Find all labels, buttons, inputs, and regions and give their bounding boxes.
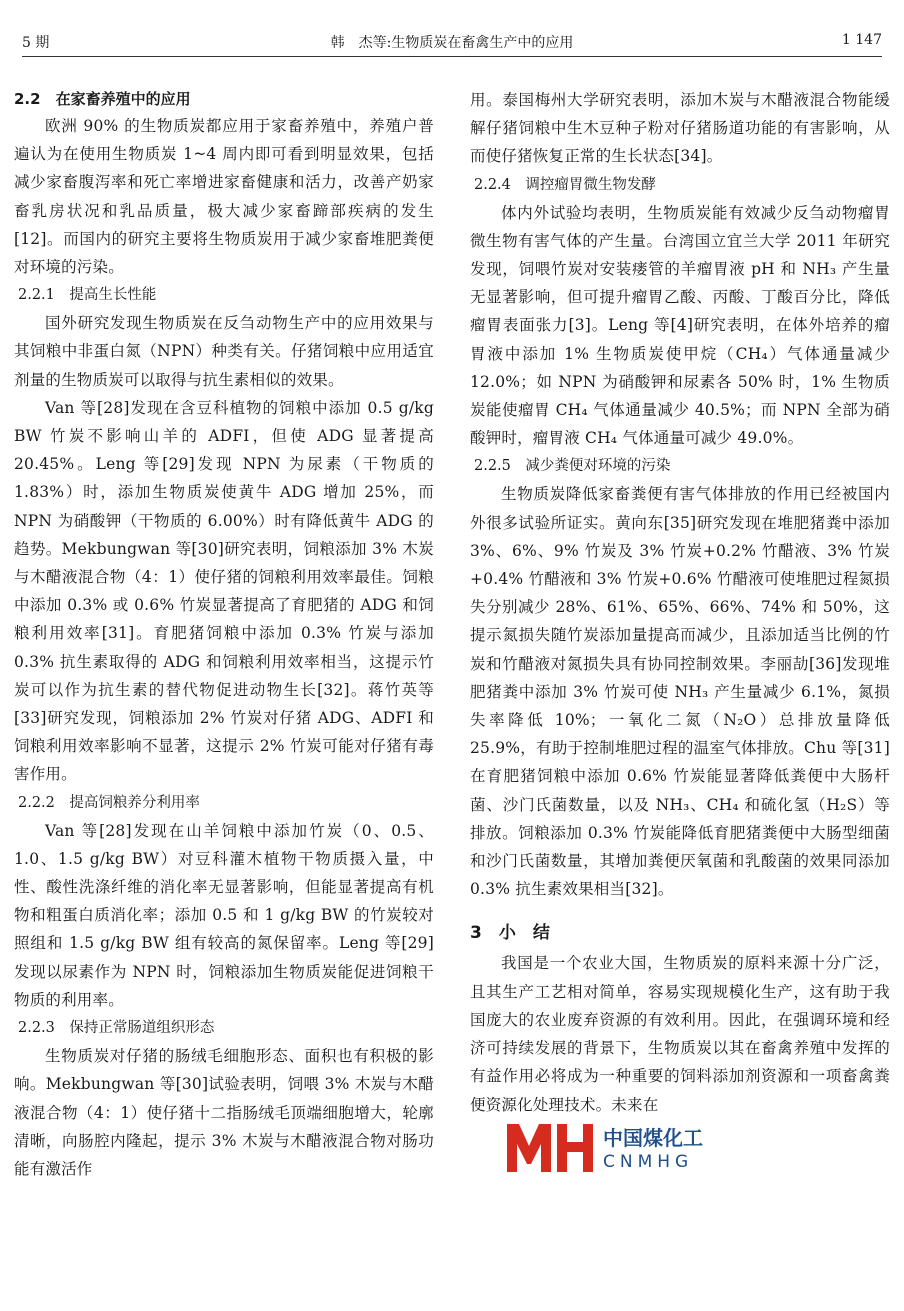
subsection-2-2-1-heading: 2.2.1 提高生长性能 [18, 287, 157, 304]
watermark-logo [503, 1116, 713, 1178]
subsection-2-2-3-heading: 2.2.3 保持正常肠道组织形态 [18, 1020, 215, 1037]
paragraph: 体内外试验均表明，生物质炭能有效减少反刍动物瘤胃微生物有害气体的产生量。台湾国立宜兰大学 2011 年研究发现，饲喂竹炭对安装瘘管的羊瘤胃液 pH 和 NH₃ 产生量无显著影响，但可提升瘤胃乙酸、丙酸、丁酸百分比，降低瘤胃表面张力[3]。Leng 等[4]研究表明，在体外培养的瘤胃液中添加 1% 生物质炭使甲烷（CH₄）气体通量减少 12.0%；如 NPN 为硝酸钾和尿素各 50% 时，1% 生物质炭能使瘤胃 CH₄ 气体通量减少 40.5%；而 NPN 全部为硝酸钾时，瘤胃液 CH₄ 气体通量可减少 49.0%。 [470, 203, 890, 448]
right-column [470, 86, 890, 1119]
watermark-en: CNMHG [603, 1152, 694, 1172]
section-2-2-heading: 2.2 在家畜养殖中的应用 [14, 90, 191, 108]
paragraph: Van 等[28]发现在山羊饲粮中添加竹炭（0、0.5、1.0、1.5 g/kg BW）对豆科灌木植物干物质摄入量，中性、酸性洗涤纤维的消化率无显著影响，但能显著提高有机物和粗蛋白质消化率；添加 0.5 和 1 g/kg BW 的竹炭较对照组和 1.5 g/kg BW 组有较高的氮保留率。Leng 等[29]发现以尿素作为 NPN 时，饲粮添加生物质炭能促进饲粮干物质的利用率。 [14, 821, 434, 1009]
subsection-2-2-5-heading: 2.2.5 减少粪便对环境的污染 [474, 458, 671, 475]
page-number: 1 147 [841, 32, 882, 48]
subsection-2-2-2-heading: 2.2.2 提高饲粮养分利用率 [18, 794, 200, 811]
running-title: 韩 杰等:生物质炭在畜禽生产中的应用 [330, 35, 574, 51]
paragraph: 生物质炭对仔猪的肠绒毛细胞形态、面积也有积极的影响。Mekbungwan 等[30]试验表明，饲喂 3% 木炭与木醋液混合物（4：1）使仔猪十二指肠绒毛顶端细胞增大，轮廓清晰，向肠腔内隆起，提示 3% 木炭与木醋液混合物对肠功能有激活作 [14, 1047, 434, 1178]
paragraph: 欧洲 90% 的生物质炭都应用于家畜养殖中，养殖户普遍认为在使用生物质炭 1~4 周内即可看到明显效果，包括减少家畜腹泻率和死亡率增进家畜健康和活力，改善产奶家畜乳房状况和乳品质量，极大减少家畜蹄部疾病的发生[12]。而国内的研究主要将生物质炭用于减少家畜堆肥粪便对环境的污染。 [14, 117, 434, 277]
section-3-heading: 3 小 结 [470, 923, 550, 944]
watermark-cn: 中国煤化工 [603, 1126, 703, 1150]
paragraph: Van 等[28]发现在含豆科植物的饲粮中添加 0.5 g/kg BW 竹炭不影响山羊的 ADFI，但使 ADG 显著提高 20.45%。Leng 等[29]发现 NPN 为尿素（干物质的 1.83%）时，添加生物质炭使黄牛 ADG 增加 25%，而 NPN 为硝酸钾（干物质的 6.00%）时有降低黄牛 ADG 的趋势。Mekbungwan 等[30]研究表明，饲粮添加 3% 木炭与木醋液混合物（4：1）使仔猪的饲粮利用效率最佳。饲粮中添加 0.3% 或 0.6% 竹炭显著提高了育肥猪的 ADG 和饲粮利用效率[31]。育肥猪饲粮中添加 0.3% 竹炭与添加 0.3% 抗生素取得的 ADG 和饲粮利用效率相当，这提示竹炭可以作为抗生素的替代物促进动物生长[32]。蒋竹英等[33]研究发现，饲粮添加 2% 竹炭对仔猪 ADG、ADFI 和饲粮利用效率影响不显著，这提示 2% 竹炭可能对仔猪有毒害作用。 [14, 398, 434, 784]
paragraph: 我国是一个农业大国，生物质炭的原料来源十分广泛，且其生产工艺相对简单，容易实现规模化生产，这有助于我国庞大的农业废弃资源的有效利用。因此，在强调环境和经济可持续发展的背景下，生物质炭以其在畜禽养殖中发挥的有益作用必将成为一种重要的饲料添加剂资源和一项畜禽粪便资源化处理技术。未来在 [470, 954, 890, 1114]
paragraph: 用。泰国梅州大学研究表明，添加木炭与木醋液混合物能缓解仔猪饲粮中生木豆种子粉对仔猪肠道功能的有害影响，从而使仔猪恢复正常的生长状态[34]。 [470, 91, 890, 166]
left-column [14, 86, 434, 1183]
paragraph: 国外研究发现生物质炭在反刍动物生产中的应用效果与其饲粮中非蛋白氮（NPN）种类有关。仔猪饲粮中应用适宜剂量的生物质炭可以取得与抗生素相似的效果。 [14, 314, 434, 389]
logo-mark-icon [503, 1118, 599, 1176]
page-header [22, 32, 882, 57]
issue-number: 5 期 [22, 35, 50, 51]
subsection-2-2-4-heading: 2.2.4 调控瘤胃微生物发酵 [474, 176, 656, 193]
paragraph: 生物质炭降低家畜粪便有害气体排放的作用已经被国内外很多试验所证实。黄向东[35]研究发现在堆肥猪粪中添加 3%、6%、9% 竹炭及 3% 竹炭+0.2% 竹醋液、3% 竹炭+0.4% 竹醋液和 3% 竹炭+0.6% 竹醋液可使堆肥过程氮损失分别减少 28%、61%、65%、66%、74% 和 50%，这提示氮损失随竹炭添加量提高而减少，且添加适当比例的竹炭和竹醋液对氮损失具有协同控制效果。李丽劼[36]发现堆肥猪粪中添加 3% 竹炭可使 NH₃ 产生量减少 6.1%，氮损失率降低 10%；一氧化二氮（N₂O）总排放量降低 25.9%，有助于控制堆肥过程的温室气体排放。Chu 等[31]在育肥猪饲粮中添加 0.6% 竹炭能显著降低粪便中大肠杆菌、沙门氏菌数量，以及 NH₃、CH₄ 和硫化氢（H₂S）等排放。饲粮添加 0.3% 竹炭能降低育肥猪粪便中大肠型细菌和沙门氏菌数量，其增加粪便厌氧菌和乳酸菌的效果同添加 0.3% 抗生素效果相当[32]。 [470, 485, 890, 899]
